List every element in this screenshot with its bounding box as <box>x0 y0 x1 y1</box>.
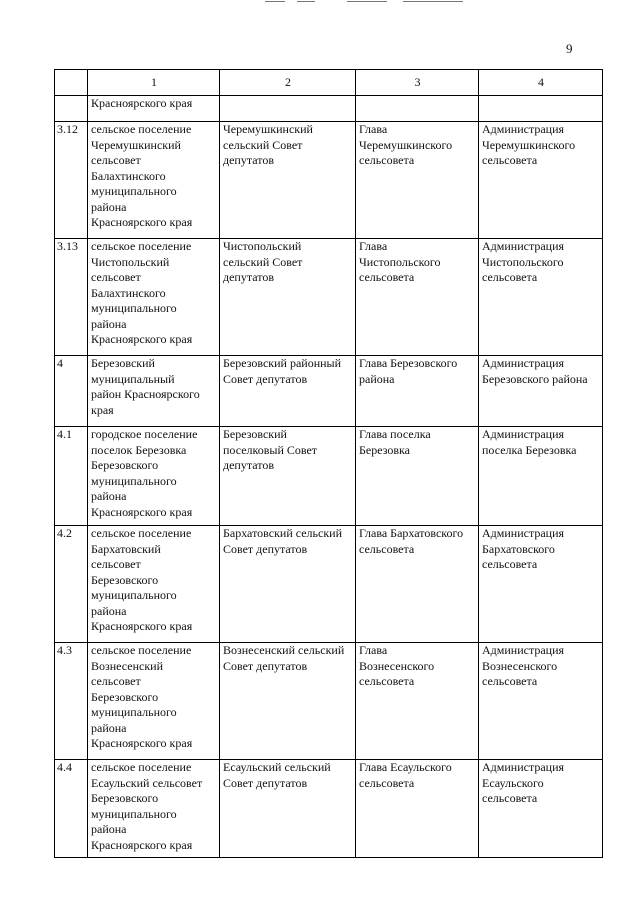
cell-entity: Красноярского края <box>88 96 220 122</box>
cell-council <box>220 760 356 858</box>
cell-num <box>55 760 88 858</box>
cell-admin <box>479 760 603 858</box>
header-cell-4: 4 <box>479 70 603 96</box>
cell-entity <box>88 122 220 239</box>
cell-head <box>356 122 479 239</box>
header-cell-num <box>55 70 88 96</box>
cell-num <box>55 526 88 643</box>
cell-head <box>356 356 479 427</box>
table-header-row <box>55 70 603 96</box>
cell-text: Глава Бархатовского сельсовета <box>359 526 464 556</box>
cell-text: Администрация Бархатовского сельсовета <box>482 526 565 571</box>
cell-head <box>356 427 479 526</box>
cell-num <box>55 122 88 239</box>
cell-head <box>356 760 479 858</box>
cell-text: Глава поселка Березовка <box>359 427 431 457</box>
page-number: 9 <box>566 41 573 56</box>
cell-num <box>55 356 88 427</box>
cell-admin <box>479 643 603 760</box>
table-row <box>55 427 603 526</box>
cell-entity <box>88 643 220 760</box>
cell-text: Чистопольский сельский Совет депутатов <box>223 239 303 284</box>
cell-text: сельское поселение Чистопольский сельсовет Балахтинского муниципального района Красноярского края <box>91 239 193 346</box>
cell-head <box>356 526 479 643</box>
cell-council <box>220 96 356 122</box>
cell-text: Есаульский сельский Совет депутатов <box>223 760 331 790</box>
cell-text: Вознесенский сельский Совет депутатов <box>223 643 345 673</box>
cell-text: Черемушкинский сельский Совет депутатов <box>223 122 313 167</box>
cell-text: Администрация Березовского района <box>482 356 588 386</box>
table-row <box>55 239 603 356</box>
cell-text: Администрация Вознесенского сельсовета <box>482 643 565 688</box>
cell-council <box>220 427 356 526</box>
cell-text: 3.12 <box>57 122 78 136</box>
cell-text: Администрация Черемушкинского сельсовета <box>482 122 576 167</box>
cell-text: Глава Березовского района <box>359 356 458 386</box>
authorities-table <box>54 69 603 858</box>
cell-head <box>356 643 479 760</box>
cell-num <box>55 96 88 122</box>
cell-council <box>220 643 356 760</box>
cell-head <box>356 96 479 122</box>
cell-admin <box>479 239 603 356</box>
table-row <box>55 122 603 239</box>
cell-entity <box>88 427 220 526</box>
cell-text: городское поселение поселок Березовка Березовского муниципального района Красноярского края <box>91 427 198 519</box>
cell-num <box>55 427 88 526</box>
cell-admin <box>479 526 603 643</box>
cell-text: Бархатовский сельский Совет депутатов <box>223 526 343 556</box>
header-cell-1: 1 <box>88 70 220 96</box>
cell-num <box>55 643 88 760</box>
cell-council <box>220 526 356 643</box>
cell-text: 4.2 <box>57 526 72 540</box>
cell-text: сельское поселение Черемушкинский сельсовет Балахтинского муниципального района Красноярского края <box>91 122 193 229</box>
cell-council <box>220 239 356 356</box>
cell-text: 4.4 <box>57 760 72 774</box>
cell-text: 4.1 <box>57 427 72 441</box>
cell-entity <box>88 526 220 643</box>
header-cell-3: 3 <box>356 70 479 96</box>
cell-entity <box>88 239 220 356</box>
header-cell-2: 2 <box>220 70 356 96</box>
cell-text: Глава Черемушкинского сельсовета <box>359 122 453 167</box>
table-row <box>55 526 603 643</box>
cell-text: Березовский муниципальный район Красноярского края <box>91 356 200 417</box>
cell-text: Администрация Есаульского сельсовета <box>482 760 565 805</box>
cell-head <box>356 239 479 356</box>
cell-admin <box>479 356 603 427</box>
cell-num <box>55 239 88 356</box>
cell-text: сельское поселение Есаульский сельсовет Березовского муниципального района Красноярского края <box>91 760 203 852</box>
cell-admin <box>479 122 603 239</box>
cell-text: Березовский районный Совет депутатов <box>223 356 342 386</box>
cell-council <box>220 356 356 427</box>
cell-text: сельское поселение Вознесенский сельсовет Березовского муниципального района Красноярского края <box>91 643 193 750</box>
table-row <box>55 356 603 427</box>
cell-text: Глава Вознесенского сельсовета <box>359 643 435 688</box>
table-row <box>55 760 603 858</box>
cell-text: Глава Есаульского сельсовета <box>359 760 452 790</box>
cell-text: 3.13 <box>57 239 78 253</box>
continuation-row <box>55 96 603 122</box>
cell-text: Администрация поселка Березовка <box>482 427 577 457</box>
cell-entity <box>88 356 220 427</box>
cell-text: Администрация Чистопольского сельсовета <box>482 239 565 284</box>
cell-text: 4.3 <box>57 643 72 657</box>
cell-admin <box>479 96 603 122</box>
cell-text: сельское поселение Бархатовский сельсовет Березовского муниципального района Красноярского края <box>91 526 193 633</box>
table-row <box>55 643 603 760</box>
cell-council <box>220 122 356 239</box>
cell-text: Березовский поселковый Совет депутатов <box>223 427 318 472</box>
top-scan-marks <box>255 0 485 6</box>
cell-text: 4 <box>57 356 63 370</box>
cell-entity <box>88 760 220 858</box>
cell-admin <box>479 427 603 526</box>
cell-text: Глава Чистопольского сельсовета <box>359 239 441 284</box>
